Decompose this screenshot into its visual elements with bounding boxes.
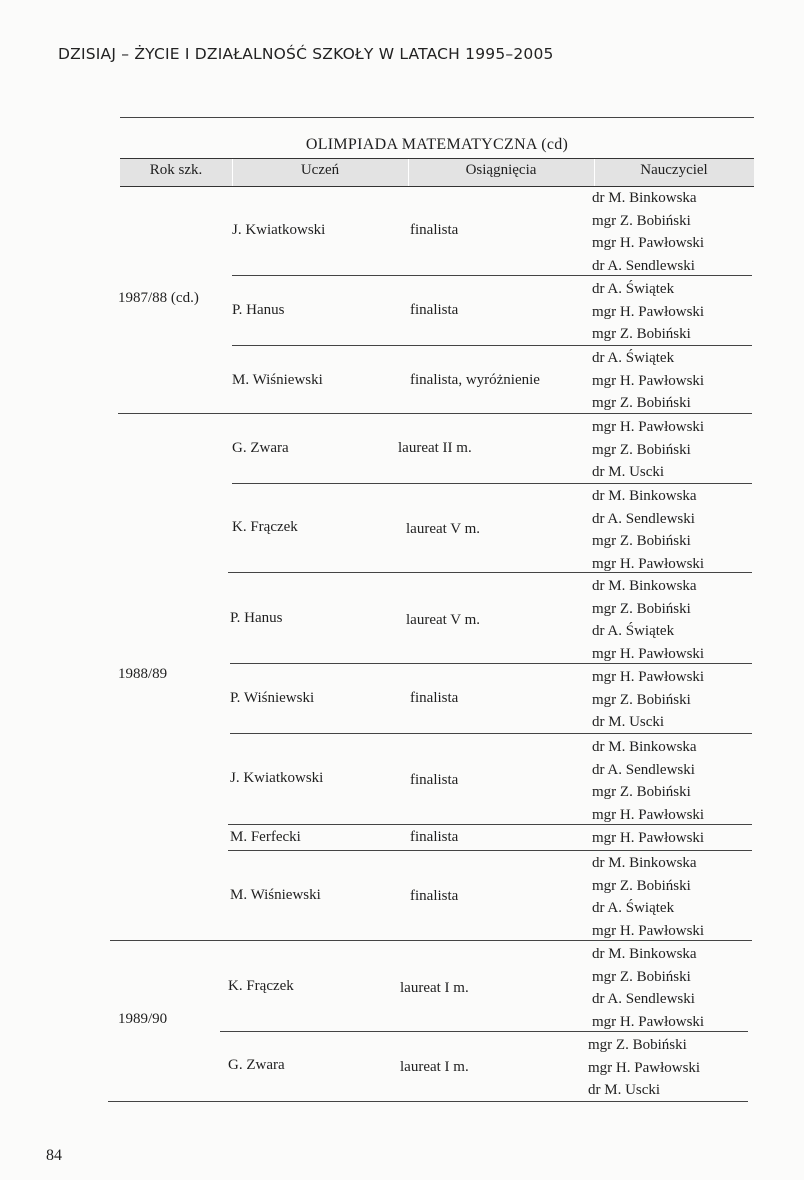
teacher-name: dr M. Binkowska <box>592 855 697 871</box>
student-name: J. Kwiatkowski <box>230 770 324 786</box>
teacher-name: dr A. Sendlewski <box>592 991 695 1008</box>
teacher-list <box>592 187 704 277</box>
year-group-rule <box>118 413 752 414</box>
teacher-name: mgr H. Pawłowski <box>592 303 705 320</box>
achievement: finalista <box>410 829 459 845</box>
teacher-name: mgr H. Pawłowski <box>592 645 705 662</box>
teacher-name: mgr Z. Bobiński <box>592 968 691 985</box>
year-label: 1988/89 <box>118 666 168 682</box>
col-student-header: Uczeń <box>300 162 340 178</box>
col-achievement-header: Osiągnięcia <box>465 162 537 178</box>
student-name: G. Zwara <box>228 1057 285 1073</box>
teacher-name: mgr Z. Bobiński <box>592 691 691 708</box>
teacher-name: dr A. Świątek <box>592 623 675 640</box>
achievement: laureat V m. <box>406 612 481 628</box>
teacher-name: mgr H. Pawłowski <box>592 922 705 939</box>
teacher-name: dr A. Świątek <box>592 281 675 297</box>
year-label: 1989/90 <box>118 1011 168 1027</box>
achievement: laureat I m. <box>400 980 469 996</box>
teacher-list <box>588 1034 700 1102</box>
student-name: P. Hanus <box>230 610 283 626</box>
teacher-name: dr M. Binkowska <box>592 578 697 594</box>
teacher-name: mgr Z. Bobiński <box>592 877 691 894</box>
section-title: OLIMPIADA MATEMATYCZNA (cd) <box>305 136 569 153</box>
teacher-name: dr M. Binkowska <box>592 739 697 755</box>
teacher-name: mgr H. Pawłowski <box>592 555 705 572</box>
teacher-name: mgr H. Pawłowski <box>592 830 705 846</box>
teacher-name: mgr H. Pawłowski <box>592 669 705 685</box>
achievement: finalista <box>410 690 459 706</box>
teacher-name: mgr Z. Bobiński <box>592 600 691 617</box>
teacher-name: dr M. Uscki <box>592 714 665 731</box>
teacher-name: dr M. Binkowska <box>592 488 697 504</box>
teacher-name: dr M. Binkowska <box>592 190 697 206</box>
teacher-name: dr M. Binkowska <box>592 946 697 962</box>
teacher-name: mgr Z. Bobiński <box>592 212 691 229</box>
col-year-header: Rok szk. <box>149 162 203 178</box>
achievement: laureat II m. <box>398 440 472 456</box>
teacher-name: mgr Z. Bobiński <box>592 784 691 801</box>
achievement: finalista <box>410 772 459 788</box>
table-header <box>120 158 754 187</box>
teacher-name: dr A. Sendlewski <box>592 510 695 527</box>
year-label: 1987/88 (cd.) <box>118 290 199 306</box>
student-name: P. Wiśniewski <box>230 690 315 706</box>
row-rule <box>220 1031 748 1032</box>
student-name: J. Kwiatkowski <box>232 222 326 238</box>
teacher-name: mgr H. Pawłowski <box>592 419 705 435</box>
teacher-name: mgr H. Pawłowski <box>592 372 705 389</box>
teacher-name: mgr Z. Bobiński <box>592 533 691 550</box>
student-name: M. Wiśniewski <box>232 372 323 388</box>
teacher-list <box>592 347 704 415</box>
row-rule <box>228 572 752 573</box>
achievement: finalista <box>410 888 459 904</box>
teacher-name: dr A. Sendlewski <box>592 257 695 274</box>
top-rule <box>120 117 754 118</box>
teacher-name: mgr Z. Bobiński <box>592 326 691 343</box>
student-name: P. Hanus <box>232 302 285 318</box>
running-head: DZISIAJ – ŻYCIE I DZIAŁALNOŚĆ SZKOŁY W LATACH 1995–2005 <box>58 45 554 63</box>
teacher-name: mgr H. Pawłowski <box>592 806 705 823</box>
achievement: laureat I m. <box>400 1059 469 1075</box>
teacher-list <box>592 666 704 734</box>
table-bottom-rule <box>108 1101 748 1102</box>
achievement: laureat V m. <box>406 521 481 537</box>
header-divider <box>232 159 233 186</box>
teacher-name: mgr H. Pawłowski <box>588 1059 701 1076</box>
teacher-name: dr M. Uscki <box>588 1082 661 1099</box>
teacher-list <box>592 485 704 575</box>
page-number: 84 <box>46 1147 62 1164</box>
teacher-list <box>592 943 704 1033</box>
teacher-list <box>592 416 704 484</box>
teacher-list <box>592 827 704 850</box>
achievement: finalista <box>410 222 459 238</box>
student-name: M. Wiśniewski <box>230 887 321 903</box>
teacher-name: mgr H. Pawłowski <box>592 1013 705 1030</box>
achievement: finalista <box>410 302 459 318</box>
teacher-list <box>592 736 704 826</box>
row-rule <box>232 275 752 276</box>
header-divider <box>408 159 409 186</box>
row-rule <box>230 733 752 734</box>
row-rule <box>232 345 752 346</box>
student-name: M. Ferfecki <box>230 829 301 845</box>
col-teacher-header: Nauczyciel <box>640 162 708 178</box>
teacher-name: mgr H. Pawłowski <box>592 235 705 252</box>
row-rule <box>232 483 752 484</box>
achievement: finalista, wyróżnienie <box>410 372 540 388</box>
student-name: G. Zwara <box>232 440 289 456</box>
student-name: K. Frączek <box>228 978 294 994</box>
row-rule <box>228 824 752 825</box>
student-name: K. Frączek <box>232 519 298 535</box>
teacher-name: dr M. Uscki <box>592 464 665 481</box>
teacher-list <box>592 852 704 942</box>
header-divider <box>594 159 595 186</box>
teacher-list <box>592 278 704 346</box>
row-rule <box>230 663 752 664</box>
teacher-name: mgr Z. Bobiński <box>592 395 691 412</box>
teacher-name: mgr Z. Bobiński <box>588 1037 687 1053</box>
teacher-name: dr A. Świątek <box>592 900 675 917</box>
year-group-rule <box>110 940 752 941</box>
teacher-list <box>592 575 704 665</box>
teacher-name: dr A. Świątek <box>592 350 675 366</box>
teacher-name: mgr Z. Bobiński <box>592 441 691 458</box>
teacher-name: dr A. Sendlewski <box>592 761 695 778</box>
row-rule <box>228 850 752 851</box>
